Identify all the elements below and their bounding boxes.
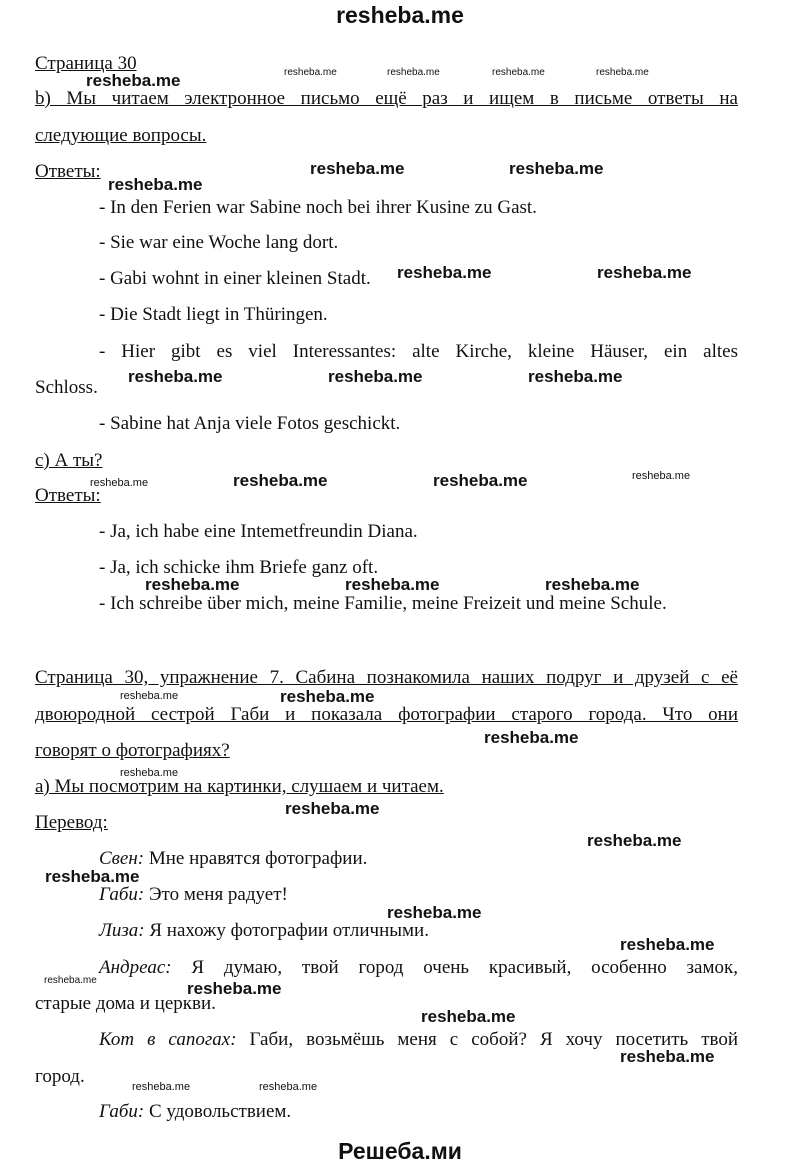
section-c-title: c) А ты? bbox=[35, 450, 103, 471]
answer-item: - Hier gibt es viel Interessantes: alte Kirche, kleine Häuser, ein altes bbox=[99, 341, 738, 362]
answer-item: - Ich schreibe über mich, meine Familie, meine Freizeit und meine Schule. bbox=[99, 593, 667, 614]
exercise-heading-line3: говорят о фотографиях? bbox=[35, 740, 230, 761]
watermark: resheba.me bbox=[387, 903, 482, 922]
watermark: resheba.me bbox=[120, 690, 179, 702]
section-b-title-line1: b) Мы читаем электронное письмо ещё раз и ищем в письме ответы на bbox=[35, 88, 738, 109]
dialogue-text: Я нахожу фотографии отличными. bbox=[144, 920, 429, 941]
watermark: resheba.me bbox=[387, 67, 440, 78]
answer-item: - Ja, ich habe eine Intemetfreundin Diana. bbox=[99, 521, 418, 542]
watermark: resheba.me bbox=[285, 799, 380, 818]
answer-item: - Sabine hat Anja viele Fotos geschickt. bbox=[99, 413, 401, 434]
watermark: resheba.me bbox=[528, 367, 623, 386]
speaker-name: Габи: bbox=[99, 884, 145, 905]
answer-item-continuation: Schloss. bbox=[35, 377, 98, 398]
task-a-title: a) Мы посмотрим на картинки, слушаем и читаем. bbox=[35, 776, 444, 797]
watermark: resheba.me bbox=[433, 471, 528, 490]
answer-item: - Die Stadt liegt in Thüringen. bbox=[99, 304, 328, 325]
watermark: resheba.me bbox=[397, 263, 492, 282]
speaker-name: Свен: bbox=[99, 848, 145, 869]
watermark: resheba.me bbox=[187, 979, 282, 998]
watermark: resheba.me bbox=[310, 159, 405, 178]
dialogue-continuation: город. bbox=[35, 1066, 85, 1087]
speaker-name: Лиза: bbox=[99, 920, 145, 941]
watermark: resheba.me bbox=[120, 767, 179, 779]
dialogue-text: С удовольствием. bbox=[144, 1101, 292, 1122]
dialogue-continuation: старые дома и церкви. bbox=[35, 993, 216, 1014]
watermark: resheba.me bbox=[145, 575, 240, 594]
answer-item: - Gabi wohnt in einer kleinen Stadt. bbox=[99, 268, 371, 289]
watermark: resheba.me bbox=[86, 71, 181, 90]
dialogue-text: Я думаю, твой город очень красивый, особенно замок, bbox=[171, 957, 738, 978]
watermark: resheba.me bbox=[492, 67, 545, 78]
answers-label: Ответы: bbox=[35, 161, 101, 182]
answer-item: - Ja, ich schicke ihm Briefe ganz oft. bbox=[99, 557, 379, 578]
section-b-title-line2: следующие вопросы. bbox=[35, 125, 207, 146]
watermark: resheba.me bbox=[587, 831, 682, 850]
watermark: resheba.me bbox=[280, 687, 375, 706]
watermark: resheba.me bbox=[132, 1081, 191, 1093]
answer-item: - In den Ferien war Sabine noch bei ihrer Kusine zu Gast. bbox=[99, 197, 537, 218]
dialogue-text: Это меня радует! bbox=[144, 884, 288, 905]
exercise-heading-line2: двоюродной сестрой Габи и показала фотографии старого города. Что они bbox=[35, 704, 738, 725]
watermark: resheba.me bbox=[44, 975, 97, 986]
dialogue-line bbox=[99, 919, 429, 943]
translation-label: Перевод: bbox=[35, 812, 108, 833]
watermark: resheba.me bbox=[233, 471, 328, 490]
watermark: resheba.me bbox=[596, 67, 649, 78]
site-header: resheba.me bbox=[336, 2, 464, 28]
watermark: resheba.me bbox=[328, 367, 423, 386]
answers-label: Ответы: bbox=[35, 485, 101, 506]
speaker-name: Андреас: bbox=[99, 957, 172, 978]
dialogue-line bbox=[99, 1100, 291, 1124]
watermark: resheba.me bbox=[345, 575, 440, 594]
dialogue-text: Габи, возьмёшь меня с собой? Я хочу посетить твой bbox=[236, 1029, 739, 1050]
watermark: resheba.me bbox=[545, 575, 640, 594]
watermark: resheba.me bbox=[509, 159, 604, 178]
exercise-heading-line1: Страница 30, упражнение 7. Сабина познакомила наших подруг и друзей с её bbox=[35, 667, 738, 688]
watermark: resheba.me bbox=[45, 867, 140, 886]
answer-item: - Sie war eine Woche lang dort. bbox=[99, 232, 339, 253]
watermark: resheba.me bbox=[632, 470, 691, 482]
watermark: resheba.me bbox=[421, 1007, 516, 1026]
page-reference: Страница 30 bbox=[35, 53, 137, 74]
watermark: resheba.me bbox=[90, 477, 149, 489]
dialogue-line bbox=[99, 956, 738, 980]
watermark: resheba.me bbox=[620, 935, 715, 954]
watermark: resheba.me bbox=[597, 263, 692, 282]
speaker-name: Габи: bbox=[99, 1101, 145, 1122]
site-footer: Решеба.ми bbox=[338, 1138, 462, 1164]
watermark: resheba.me bbox=[484, 728, 579, 747]
watermark: resheba.me bbox=[128, 367, 223, 386]
watermark: resheba.me bbox=[259, 1081, 318, 1093]
watermark: resheba.me bbox=[108, 175, 203, 194]
watermark: resheba.me bbox=[284, 67, 337, 78]
dialogue-text: Мне нравятся фотографии. bbox=[144, 848, 368, 869]
speaker-name: Кот в сапогах: bbox=[99, 1029, 237, 1050]
watermark: resheba.me bbox=[620, 1047, 715, 1066]
